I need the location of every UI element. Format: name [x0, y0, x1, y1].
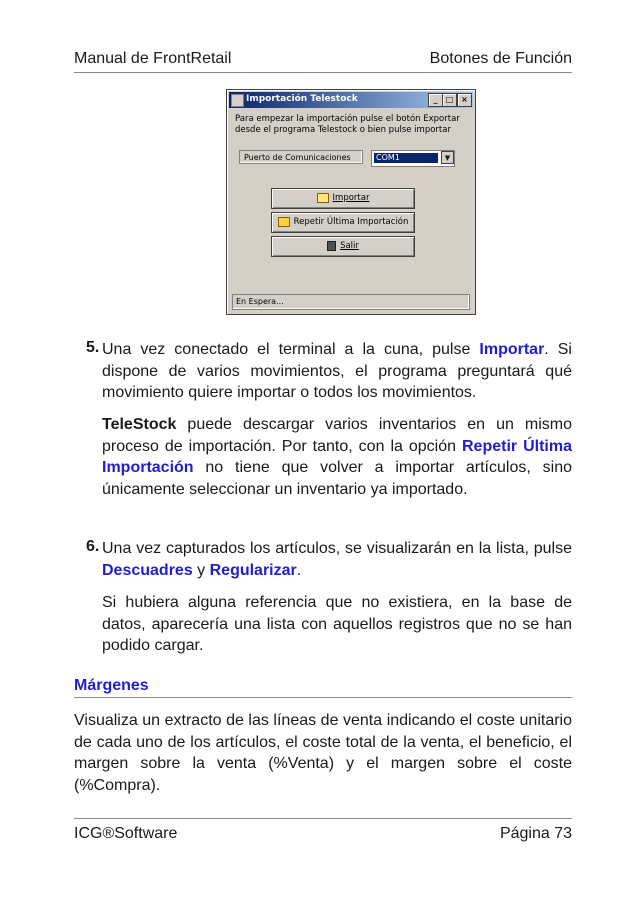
- section-body: Visualiza un extracto de las líneas de venta indicando el coste unitario de cada uno de los artículos, el coste total de la venta, el beneficio, el margen sobre la venta (%Venta) y el margen sobre el coste (%Compra).: [74, 712, 572, 794]
- step-6-number: 6.: [86, 538, 100, 555]
- dropdown-arrow-icon[interactable]: ▼: [441, 151, 454, 164]
- step-6-paragraph-2: Si hubiera alguna referencia que no existiera, en la base de datos, aparecería una lista con aquellos registros que no se han podido cargar.: [102, 594, 572, 654]
- step-5-text-c: . Si dispone de varios movimientos, el programa preguntará qué movimiento quiere importar o todos los movimientos.: [102, 341, 572, 401]
- step-6-text-e: .: [296, 561, 302, 579]
- minimize-button[interactable]: _: [428, 93, 443, 107]
- page-header: [74, 50, 572, 73]
- step-5-text-b: puede descargar varios inventarios en un mismo proceso de importación. Por tanto, con la opción: [102, 416, 572, 455]
- import-button[interactable]: [271, 188, 415, 209]
- regularizar-keyword: Regularizar: [209, 561, 297, 579]
- port-select[interactable]: [371, 150, 455, 167]
- page-number: Página 73: [499, 825, 572, 842]
- envelope-icon: [317, 193, 329, 203]
- import-dialog-screenshot: [226, 89, 476, 315]
- step-5-text-a: Una vez conectado el terminal a la cuna, pulse: [102, 341, 480, 358]
- maximize-button[interactable]: □: [442, 93, 457, 107]
- exit-button-label: Salir: [340, 241, 359, 251]
- telestock-keyword: TeleStock: [102, 416, 177, 433]
- instruction-line-1: Para empezar la importación pulse el botón Exportar: [235, 114, 460, 124]
- port-label: Puerto de Comunicaciones: [239, 150, 363, 164]
- step-6-text-c: y: [192, 561, 210, 579]
- dialog-instructions: [235, 114, 460, 136]
- close-button[interactable]: ×: [457, 93, 472, 107]
- step-6-text-a: Una vez capturados los artículos, se visualizarán en la lista, pulse: [102, 540, 572, 557]
- status-bar: En Espera...: [232, 294, 470, 310]
- repeat-button-label: Repetir Última Importación: [293, 217, 409, 227]
- exit-door-icon: [327, 241, 336, 251]
- descuadres-keyword: Descuadres: [102, 561, 193, 579]
- dialog-titlebar: [229, 92, 473, 108]
- importar-keyword: Importar: [479, 341, 545, 358]
- repetir-keyword: Repetir Última Importación: [102, 437, 572, 476]
- repeat-folder-icon: [278, 217, 290, 227]
- port-selected-value: COM1: [374, 153, 438, 163]
- step-6-paragraph-1: [102, 538, 572, 581]
- repeat-import-button[interactable]: [271, 212, 415, 233]
- step-5-number: 5.: [86, 339, 100, 356]
- page-footer: [74, 818, 572, 847]
- step-5-paragraph-2: [102, 414, 572, 500]
- exit-button[interactable]: [271, 236, 415, 257]
- step-5-paragraph-1: [102, 339, 572, 404]
- header-manual-title: Manual de FrontRetail: [74, 50, 232, 67]
- header-section-title: Botones de Función: [429, 50, 572, 67]
- section-heading: Márgenes: [74, 677, 572, 698]
- import-button-label: Importar: [332, 193, 370, 203]
- instruction-line-2: desde el programa Telestock o bien pulse importar: [235, 125, 451, 135]
- step-5-text-d: no tiene que volver a importar artículos, sino únicamente seleccionar un inventario ya importado.: [102, 459, 572, 498]
- footer-company: ICG®Software: [74, 825, 178, 842]
- dialog-title: Importación Telestock: [246, 94, 358, 104]
- app-icon: [231, 94, 244, 107]
